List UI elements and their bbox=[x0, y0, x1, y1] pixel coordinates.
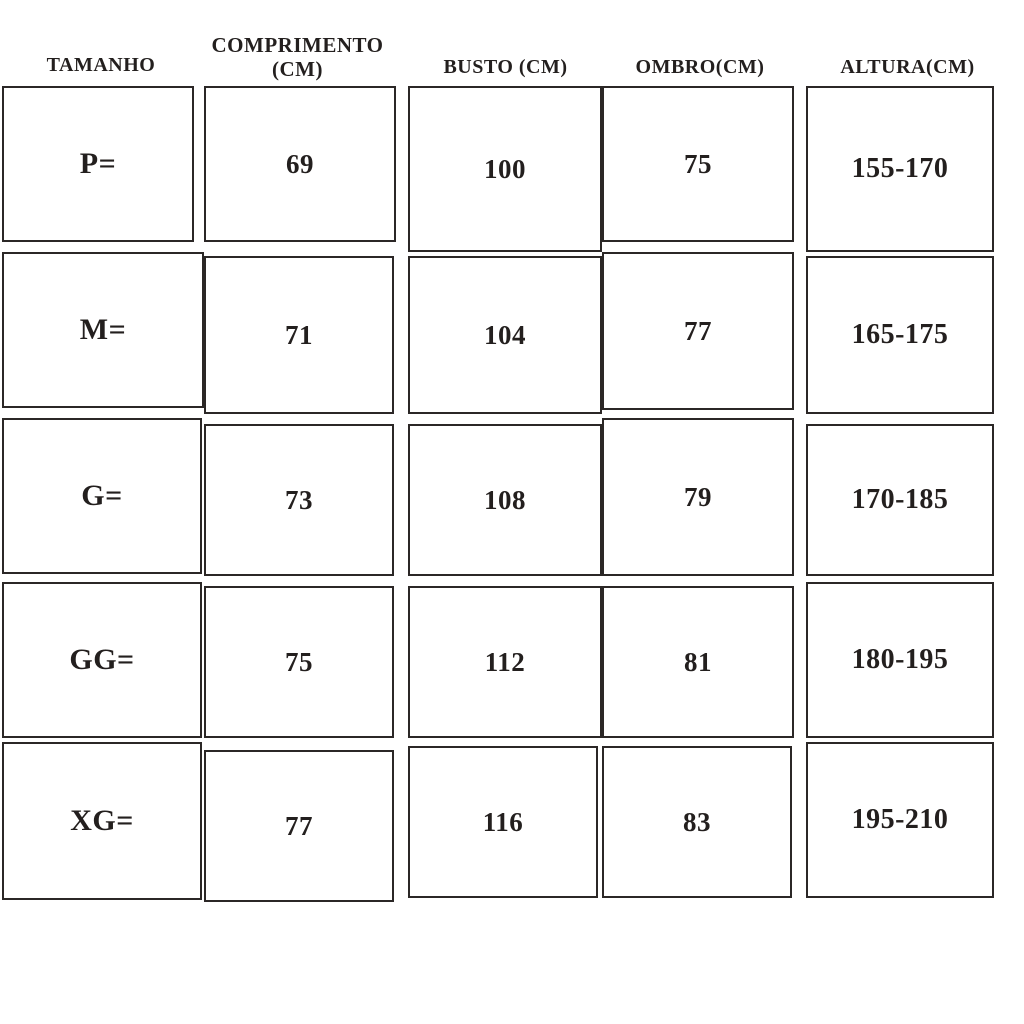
table-row bbox=[2, 582, 202, 738]
table-cell-ombro bbox=[602, 252, 794, 410]
cell-size: P= bbox=[79, 147, 117, 180]
table-row bbox=[2, 252, 204, 408]
table-cell-comprimento bbox=[204, 86, 396, 242]
cell-value: 81 bbox=[684, 646, 712, 677]
table-row bbox=[2, 418, 202, 574]
cell-size: M= bbox=[79, 313, 127, 346]
table-cell-busto bbox=[408, 746, 598, 898]
cell-value: 69 bbox=[286, 148, 314, 179]
column-header-busto: BUSTO (CM) bbox=[443, 56, 568, 78]
cell-value: 112 bbox=[484, 646, 526, 677]
table-cell-altura bbox=[806, 86, 994, 252]
table-cell-altura bbox=[806, 742, 994, 898]
cell-value: 75 bbox=[285, 646, 313, 677]
cell-value: 75 bbox=[684, 148, 712, 179]
table-cell-ombro bbox=[602, 86, 794, 242]
table-cell-altura bbox=[806, 582, 994, 738]
cell-value: 83 bbox=[683, 806, 711, 837]
cell-size: GG= bbox=[69, 643, 135, 676]
cell-value: 116 bbox=[482, 806, 524, 837]
cell-value: 73 bbox=[285, 484, 313, 515]
table-cell-comprimento bbox=[204, 586, 394, 738]
column-header-ombro: OMBRO(CM) bbox=[635, 56, 765, 78]
cell-value: 180-195 bbox=[851, 644, 949, 675]
table-cell-busto bbox=[408, 86, 602, 252]
cell-size: G= bbox=[81, 479, 123, 512]
cell-size: XG= bbox=[70, 804, 134, 837]
table-cell-altura bbox=[806, 424, 994, 576]
column-header-comprimento-text: COMPRIMENTO (CM) bbox=[211, 33, 384, 81]
table-cell-comprimento bbox=[204, 256, 394, 414]
cell-value: 195-210 bbox=[851, 804, 949, 835]
table-cell-ombro bbox=[602, 586, 794, 738]
table-header-row bbox=[0, 28, 1024, 86]
table-cell-ombro bbox=[602, 746, 792, 898]
table-cell-busto bbox=[408, 586, 602, 738]
table-row bbox=[2, 742, 202, 900]
cell-value: 165-175 bbox=[851, 319, 949, 350]
cell-value: 155-170 bbox=[851, 153, 949, 184]
column-header-comprimento bbox=[190, 34, 405, 81]
table-cell-ombro bbox=[602, 418, 794, 576]
table-cell-comprimento bbox=[204, 750, 394, 902]
cell-value: 77 bbox=[285, 810, 313, 841]
table-cell-busto bbox=[408, 424, 602, 576]
cell-value: 100 bbox=[484, 153, 526, 184]
cell-value: 104 bbox=[484, 319, 526, 350]
cell-value: 71 bbox=[285, 319, 313, 350]
table-row bbox=[2, 86, 194, 242]
cell-value: 108 bbox=[484, 484, 526, 515]
cell-value: 170-185 bbox=[851, 484, 949, 515]
column-header-tamanho: TAMANHO bbox=[46, 54, 156, 76]
cell-value: 79 bbox=[684, 481, 712, 512]
table-cell-busto bbox=[408, 256, 602, 414]
column-header-altura: ALTURA(CM) bbox=[840, 56, 975, 78]
table-cell-altura bbox=[806, 256, 994, 414]
cell-value: 77 bbox=[684, 315, 712, 346]
table-cell-comprimento bbox=[204, 424, 394, 576]
